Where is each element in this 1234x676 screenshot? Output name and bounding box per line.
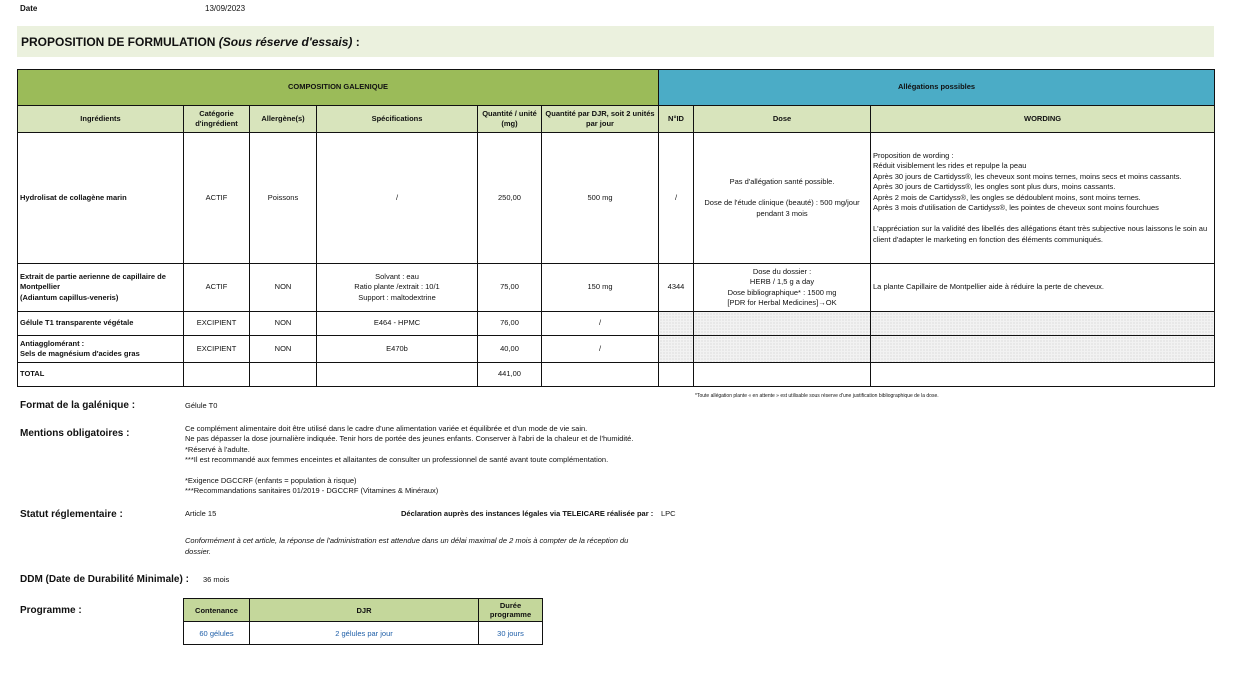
- column-header-numero-id: N°ID: [659, 106, 694, 133]
- mention-line: Ne pas dépasser la dose journalière indiquée. Tenir hors de portée des jeunes enfants. Conserver à l'abri de la chaleur et de l'humidité.: [185, 434, 634, 444]
- wording-cell-line: [873, 369, 1212, 380]
- dose-cell: [694, 363, 871, 387]
- specifications-cell: [317, 336, 478, 363]
- wording-cell: [871, 133, 1215, 264]
- quantity-djr-cell: [542, 363, 659, 387]
- specifications-cell: [317, 133, 478, 264]
- dose-cell: [694, 133, 871, 264]
- quantity-unit-cell: 40,00: [478, 336, 542, 363]
- specifications-cell-line: E464 - HPMC: [373, 318, 421, 328]
- category-cell: ACTIF: [184, 264, 250, 312]
- ingredient-cell-line: Hydrolisat de collagène marin: [20, 192, 127, 202]
- declaration-label: Déclaration auprès des instances légales via TELEICARE réalisée par :: [401, 509, 654, 518]
- ingredient-cell-line: Sels de magnésium d'acides gras: [20, 349, 140, 358]
- banner-title-suffix: :: [352, 35, 360, 49]
- specifications-cell-line: /: [395, 192, 399, 202]
- mention-line: ***Il est recommandé aux femmes enceintes et allaitantes de consulter un professionnel de santé avant toute complémentation.: [185, 455, 609, 465]
- dose-cell-line: [696, 188, 868, 199]
- wording-cell: [871, 312, 1215, 336]
- wording-cell: [871, 363, 1215, 387]
- quantity-unit-cell: 441,00: [478, 363, 542, 387]
- date-value: 13/09/2023: [205, 4, 246, 13]
- mention-line: *Réservé à l'adulte.: [185, 444, 250, 454]
- table-row: [18, 312, 1215, 336]
- ddm-label: DDM (Date de Durabilité Minimale) :: [20, 574, 189, 585]
- wording-cell-line: Après 3 mois d'utilisation de Cartidyss®, les pointes de cheveux sont moins fourchues: [873, 203, 1159, 213]
- id-cell: [659, 336, 694, 363]
- id-cell: [659, 312, 694, 336]
- allergen-cell: NON: [250, 336, 317, 363]
- mention-line: *Exigence DGCCRF (enfants = population à risque): [185, 476, 357, 486]
- wording-cell-line: Après 30 jours de Cartidyss®, les ongles sont plus durs, moins cassants.: [873, 182, 1116, 192]
- dose-cell: [694, 264, 871, 312]
- column-header-quantite-unite: Quantité / unité (mg): [478, 106, 542, 133]
- table-row: [18, 133, 1215, 264]
- specifications-cell-line: Support : maltodextrine: [358, 292, 436, 302]
- column-header-quantite-djr: Quantité par DJR, soit 2 unités par jour: [542, 106, 659, 133]
- dose-cell-line: Dose du dossier :: [752, 266, 812, 276]
- ingredient-cell: [18, 336, 184, 363]
- column-header-wording: WORDING: [871, 106, 1215, 133]
- composition-galenique-header: COMPOSITION GALENIQUE: [18, 70, 659, 106]
- quantity-djr-cell: 150 mg: [542, 264, 659, 312]
- quantity-unit-cell: 250,00: [478, 133, 542, 264]
- specifications-cell: [317, 264, 478, 312]
- dose-cell-line: Pas d'allégation santé possible.: [729, 177, 835, 186]
- ingredient-cell-line: (Adiantum capillus-veneris): [20, 292, 119, 302]
- wording-cell-line: L'appréciation sur la validité des libellés des allégations étant très subjective nous laissons le soin au client d'adapter le marketing en fonction des éléments communiqués.: [873, 224, 1208, 244]
- programme-value-contenance: 60 gélules: [184, 622, 250, 645]
- wording-cell-line: [873, 344, 1212, 355]
- mention-line: ***Recommandations sanitaires 01/2019 - DGCCRF (Vitamines & Minéraux): [185, 486, 439, 496]
- ingredient-cell: [18, 133, 184, 264]
- dose-cell: [694, 312, 871, 336]
- column-header-specifications: Spécifications: [317, 106, 478, 133]
- category-cell: ACTIF: [184, 133, 250, 264]
- ingredient-cell-line: TOTAL: [20, 369, 45, 379]
- allegations-header: Allégations possibles: [659, 70, 1215, 106]
- specifications-cell-line: Ratio plante /extrait : 10/1: [354, 282, 440, 292]
- format-label: Format de la galénique :: [20, 400, 136, 411]
- banner-title: [21, 35, 360, 49]
- mentions-label: Mentions obligatoires :: [20, 428, 130, 439]
- wording-cell-line: [873, 318, 1212, 329]
- programme-value-djr: 2 gélules par jour: [250, 622, 479, 645]
- specifications-cell: [317, 312, 478, 336]
- programme-label: Programme :: [20, 605, 82, 616]
- declaration-value: LPC: [661, 509, 676, 518]
- id-cell: [659, 363, 694, 387]
- wording-cell-line: Proposition de wording :: [873, 150, 954, 160]
- allergen-cell: [250, 363, 317, 387]
- format-value: Gélule T0: [185, 401, 218, 410]
- ingredient-cell-line: Antiagglomérant :: [20, 338, 85, 348]
- dose-cell-line: [696, 318, 868, 329]
- quantity-djr-cell: /: [542, 336, 659, 363]
- programme-header-djr: DJR: [250, 599, 479, 622]
- table-row: [18, 363, 1215, 387]
- category-cell: [184, 363, 250, 387]
- ingredient-cell: [18, 363, 184, 387]
- column-header-categorie: Catégorie d'ingrédient: [184, 106, 250, 133]
- programme-value-duree: 30 jours: [479, 622, 543, 645]
- programme-header-contenance: Contenance: [184, 599, 250, 622]
- statut-value: Article 15: [185, 509, 217, 518]
- dose-cell-line: Dose de l'étude clinique (beauté) : 500 mg/jour pendant 3 mois: [704, 198, 860, 218]
- quantity-unit-cell: 75,00: [478, 264, 542, 312]
- id-cell: /: [659, 133, 694, 264]
- wording-cell-line: Après 30 jours de Cartidyss®, les cheveux sont moins ternes, moins secs et moins cassants.: [873, 171, 1182, 181]
- wording-cell-line: La plante Capillaire de Montpellier aide à réduire la perte de cheveux.: [873, 282, 1104, 292]
- allergen-cell: NON: [250, 264, 317, 312]
- allergen-cell: NON: [250, 312, 317, 336]
- ddm-value: 36 mois: [203, 575, 230, 584]
- dose-cell-line: [PDR for Herbal Medicines]→OK: [727, 298, 837, 307]
- wording-cell-line: Après 2 mois de Cartidyss®, les ongles se dédoublent moins, sont moins ternes.: [873, 192, 1141, 202]
- wording-cell-line: Réduit visiblement les rides et repulpe la peau: [873, 161, 1027, 171]
- wording-cell-line: [873, 214, 1212, 225]
- quantity-unit-cell: 76,00: [478, 312, 542, 336]
- date-label: Date: [20, 4, 38, 13]
- dose-cell-line: Dose bibliographique* : 1500 mg: [727, 287, 837, 297]
- table-row: [18, 336, 1215, 363]
- allergen-cell: Poissons: [250, 133, 317, 264]
- table-row: [18, 264, 1215, 312]
- specifications-cell: [317, 363, 478, 387]
- category-cell: EXCIPIENT: [184, 336, 250, 363]
- ingredient-cell-line: Gélule T1 transparente végétale: [20, 318, 134, 328]
- banner-title-italic: (Sous réserve d'essais): [218, 35, 353, 49]
- dose-cell-line: HERB / 1,5 g a day: [749, 277, 815, 286]
- dose-cell-line: [696, 369, 868, 380]
- programme-table: [183, 598, 543, 645]
- ingredient-cell-line: Extrait de partie aerienne de capillaire de Montpellier: [20, 271, 166, 292]
- mention-line: Ce complément alimentaire doit être utilisé dans le cadre d'une alimentation variée et équilibrée et d'un mode de vie sain.: [185, 424, 588, 433]
- dose-cell-line: [696, 344, 868, 355]
- ingredient-cell: [18, 312, 184, 336]
- wording-cell: [871, 336, 1215, 363]
- wording-cell: [871, 264, 1215, 312]
- composition-table: [17, 69, 1215, 387]
- dose-cell: [694, 336, 871, 363]
- ingredient-cell: [18, 264, 184, 312]
- quantity-djr-cell: /: [542, 312, 659, 336]
- column-header-dose: Dose: [694, 106, 871, 133]
- statut-note: Conformément à cet article, la réponse de l'administration est attendue dans un délai maximal de 2 mois à compter de la réception du dossier.: [185, 536, 629, 556]
- allegation-footnote: *Toute allégation plante « en attente » est utilisable sous réserve d'une justification bibliographique de la dose.: [695, 393, 939, 399]
- id-cell: 4344: [659, 264, 694, 312]
- specifications-cell-line: [319, 369, 475, 380]
- banner-title-main: PROPOSITION DE FORMULATION: [21, 35, 216, 49]
- programme-header-duree: Durée programme: [479, 599, 543, 622]
- quantity-djr-cell: 500 mg: [542, 133, 659, 264]
- mention-line: [185, 466, 745, 476]
- category-cell: EXCIPIENT: [184, 312, 250, 336]
- statut-label: Statut réglementaire :: [20, 509, 123, 520]
- specifications-cell-line: E470b: [386, 343, 408, 353]
- specifications-cell-line: Solvant : eau: [375, 271, 419, 281]
- proposition-banner: [17, 26, 1214, 57]
- mentions-text: [185, 424, 745, 497]
- column-header-ingredients: Ingrédients: [18, 106, 184, 133]
- column-header-allergenes: Allergène(s): [250, 106, 317, 133]
